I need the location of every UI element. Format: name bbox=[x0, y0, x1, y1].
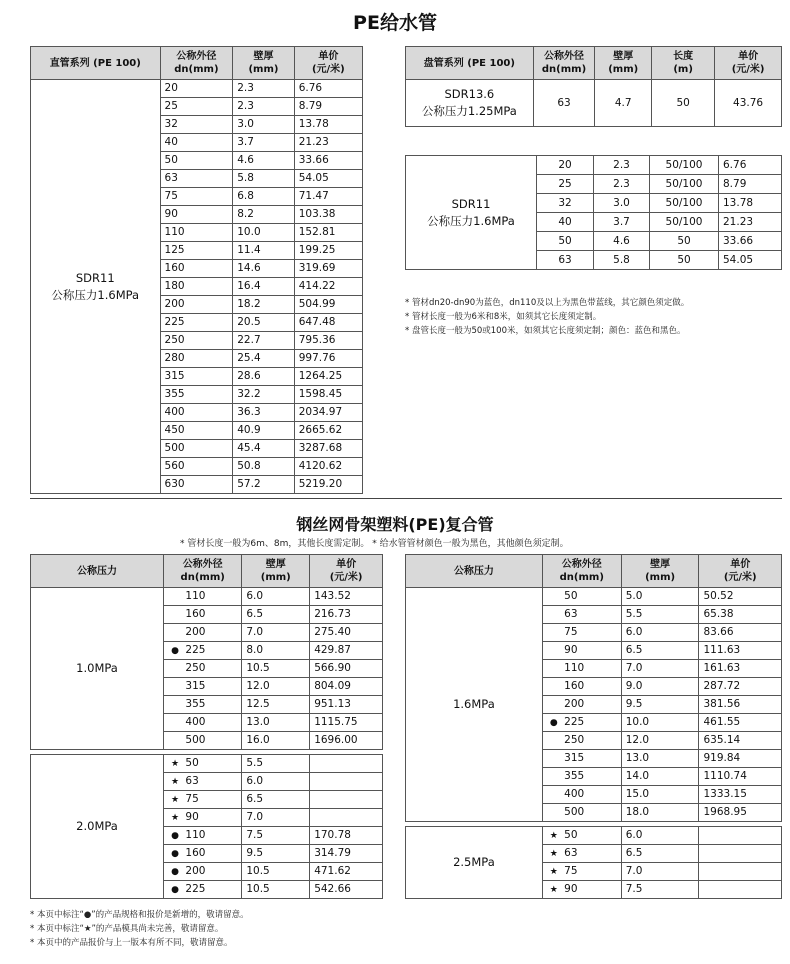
table-cell: 13.0 bbox=[242, 714, 310, 732]
table-cell: 50/100 bbox=[650, 194, 719, 213]
table-cell: 355 bbox=[160, 386, 233, 404]
table-cell: 1110.74 bbox=[699, 768, 782, 786]
table-cell: 160 bbox=[160, 260, 233, 278]
table-cell: 795.36 bbox=[294, 332, 362, 350]
straight-pipe-table bbox=[30, 46, 363, 494]
table-cell: 180 bbox=[160, 278, 233, 296]
column-header: 壁厚 (mm) bbox=[233, 47, 294, 80]
table-cell: 13.78 bbox=[719, 194, 782, 213]
table-cell bbox=[699, 827, 782, 845]
new-spec-marker: ● bbox=[171, 830, 179, 841]
table-cell: 9.5 bbox=[242, 845, 310, 863]
table-cell: 6.5 bbox=[242, 791, 310, 809]
table-cell: 110 bbox=[160, 224, 233, 242]
table-cell: 21.23 bbox=[719, 213, 782, 232]
dn-cell: 250 bbox=[542, 732, 621, 750]
mold-pending-marker: ★ bbox=[549, 830, 558, 841]
table-cell: 103.38 bbox=[294, 206, 362, 224]
steel-mesh-table-right bbox=[405, 554, 782, 899]
table-cell: 471.62 bbox=[310, 863, 383, 881]
table-cell: 3.7 bbox=[233, 134, 294, 152]
table-cell: 50.8 bbox=[233, 458, 294, 476]
table-cell: 951.13 bbox=[310, 696, 383, 714]
dn-cell: ● 110 bbox=[164, 827, 242, 845]
table-cell: 8.79 bbox=[719, 175, 782, 194]
table-cell: 275.40 bbox=[310, 624, 383, 642]
table-cell: 71.47 bbox=[294, 188, 362, 206]
table-cell: 997.76 bbox=[294, 350, 362, 368]
dn-cell: 50 bbox=[542, 588, 621, 606]
note-line: * 盘管长度一般为50或100米，如须其它长度须定制；颜色：蓝色和黑色。 bbox=[405, 326, 686, 336]
table-row bbox=[31, 755, 383, 773]
column-header: 直管系列 (PE 100) bbox=[31, 47, 161, 80]
header-row bbox=[406, 555, 782, 588]
dn-cell: 75 bbox=[542, 624, 621, 642]
dn-cell: 90 bbox=[542, 642, 621, 660]
table-cell: 6.5 bbox=[621, 845, 699, 863]
table-cell: 40 bbox=[160, 134, 233, 152]
table-cell: 50/100 bbox=[650, 175, 719, 194]
dn-cell: 500 bbox=[164, 732, 242, 750]
table-cell: 225 bbox=[160, 314, 233, 332]
dn-cell: 110 bbox=[164, 588, 242, 606]
table-cell: 54.05 bbox=[719, 251, 782, 270]
table-cell: 2.3 bbox=[594, 175, 650, 194]
table-cell: 83.66 bbox=[699, 624, 782, 642]
table-row bbox=[31, 588, 383, 606]
table-cell: 3.0 bbox=[233, 116, 294, 134]
table-cell: 2.3 bbox=[233, 80, 294, 98]
table-cell: 1968.95 bbox=[699, 804, 782, 822]
table-cell: 6.0 bbox=[242, 588, 310, 606]
table-cell bbox=[699, 845, 782, 863]
header-row bbox=[31, 555, 383, 588]
table-cell: 12.0 bbox=[621, 732, 699, 750]
table-cell: 7.5 bbox=[242, 827, 310, 845]
table-cell: 2665.62 bbox=[294, 422, 362, 440]
note-line: * 管材dn20-dn90为蓝色，dn110及以上为黑色带蓝线，其它颜色须定做。 bbox=[405, 298, 690, 308]
table-cell: 5.8 bbox=[594, 251, 650, 270]
note-line: * 管材长度一般为6米和8米，如须其它长度须定制。 bbox=[405, 312, 602, 322]
column-header: 长度 (m) bbox=[652, 47, 715, 80]
table-cell: 6.76 bbox=[719, 156, 782, 175]
mold-pending-marker: ★ bbox=[171, 776, 180, 787]
table-cell: 9.5 bbox=[621, 696, 699, 714]
mold-pending-marker: ★ bbox=[171, 794, 180, 805]
table-cell: 6.76 bbox=[294, 80, 362, 98]
dn-cell: ● 225 bbox=[542, 714, 621, 732]
table-cell: 319.69 bbox=[294, 260, 362, 278]
dn-cell: 315 bbox=[542, 750, 621, 768]
table-cell: 314.79 bbox=[310, 845, 383, 863]
table-row bbox=[406, 80, 782, 127]
dn-cell: 355 bbox=[542, 768, 621, 786]
table-cell: 6.8 bbox=[233, 188, 294, 206]
table-cell: 500 bbox=[160, 440, 233, 458]
table-cell bbox=[699, 863, 782, 881]
table-cell: 1696.00 bbox=[310, 732, 383, 750]
table-cell: 5.5 bbox=[242, 755, 310, 773]
dn-cell: ● 160 bbox=[164, 845, 242, 863]
column-header: 单价 (元/米) bbox=[699, 555, 782, 588]
table-cell: 4120.62 bbox=[294, 458, 362, 476]
table-cell: 11.4 bbox=[233, 242, 294, 260]
table-cell: 6.5 bbox=[242, 606, 310, 624]
table-cell: 10.5 bbox=[242, 863, 310, 881]
table-cell: 414.22 bbox=[294, 278, 362, 296]
steel-mesh-subnotes: * 管材长度一般为6m、8m，其他长度需定制。 * 给水管管材颜色一般为黑色，其他颜色须定制。 bbox=[180, 539, 569, 549]
dn-cell: ★ 63 bbox=[164, 773, 242, 791]
column-header: 壁厚 (mm) bbox=[621, 555, 699, 588]
pressure-group-cell: 2.0MPa bbox=[31, 755, 164, 899]
table-cell: 4.6 bbox=[233, 152, 294, 170]
table-cell: 1115.75 bbox=[310, 714, 383, 732]
table-cell: 45.4 bbox=[233, 440, 294, 458]
dn-cell: 400 bbox=[164, 714, 242, 732]
table-cell: 216.73 bbox=[310, 606, 383, 624]
table-cell: 804.09 bbox=[310, 678, 383, 696]
table-cell: 200 bbox=[160, 296, 233, 314]
table-cell: 20 bbox=[160, 80, 233, 98]
column-header: 壁厚 (mm) bbox=[242, 555, 310, 588]
table-cell: 280 bbox=[160, 350, 233, 368]
dn-cell: ● 200 bbox=[164, 863, 242, 881]
table-cell: 32.2 bbox=[233, 386, 294, 404]
table-cell: 40.9 bbox=[233, 422, 294, 440]
table-cell: 57.2 bbox=[233, 476, 294, 494]
table-cell: 63 bbox=[537, 251, 594, 270]
table-cell: 3.0 bbox=[594, 194, 650, 213]
table-cell: 199.25 bbox=[294, 242, 362, 260]
table-cell: 2.3 bbox=[594, 156, 650, 175]
coil-pipe-table-sdr11 bbox=[405, 155, 782, 270]
table-cell: 630 bbox=[160, 476, 233, 494]
table-cell: 161.63 bbox=[699, 660, 782, 678]
section-title-steel-mesh-pipe: 钢丝网骨架塑料(PE)复合管 bbox=[296, 515, 494, 534]
table-cell: 8.79 bbox=[294, 98, 362, 116]
table-cell: 461.55 bbox=[699, 714, 782, 732]
table-cell bbox=[310, 809, 383, 827]
coil-pipe-table-sdr13-6 bbox=[405, 46, 782, 127]
column-header: 单价 (元/米) bbox=[310, 555, 383, 588]
dn-cell: ★ 90 bbox=[164, 809, 242, 827]
dn-cell: ★ 50 bbox=[542, 827, 621, 845]
table-cell: 250 bbox=[160, 332, 233, 350]
table-cell: 400 bbox=[160, 404, 233, 422]
table-cell: 450 bbox=[160, 422, 233, 440]
column-header: 公称外径 dn(mm) bbox=[160, 47, 233, 80]
table-cell: 111.63 bbox=[699, 642, 782, 660]
table-cell: 10.0 bbox=[621, 714, 699, 732]
table-row bbox=[406, 156, 782, 175]
table-cell: 4.6 bbox=[594, 232, 650, 251]
table-cell: 152.81 bbox=[294, 224, 362, 242]
table-cell: 13.0 bbox=[621, 750, 699, 768]
table-cell: 63 bbox=[160, 170, 233, 188]
table-cell: 429.87 bbox=[310, 642, 383, 660]
dn-cell: ★ 63 bbox=[542, 845, 621, 863]
table-cell bbox=[310, 791, 383, 809]
table-cell: 504.99 bbox=[294, 296, 362, 314]
table-cell: 10.0 bbox=[233, 224, 294, 242]
pressure-group-cell: 2.5MPa bbox=[406, 827, 543, 899]
table-cell: 381.56 bbox=[699, 696, 782, 714]
table-cell: 2034.97 bbox=[294, 404, 362, 422]
table-row bbox=[406, 827, 782, 845]
table-cell: 542.66 bbox=[310, 881, 383, 899]
table-cell: 13.78 bbox=[294, 116, 362, 134]
mold-pending-marker: ★ bbox=[549, 884, 558, 895]
table-cell bbox=[699, 881, 782, 899]
table-cell: 647.48 bbox=[294, 314, 362, 332]
pressure-group-cell: 1.0MPa bbox=[31, 588, 164, 750]
table-cell: 6.0 bbox=[621, 624, 699, 642]
table-cell: 25 bbox=[537, 175, 594, 194]
steel-mesh-table-left bbox=[30, 554, 383, 899]
table-cell: 9.0 bbox=[621, 678, 699, 696]
table-cell: 54.05 bbox=[294, 170, 362, 188]
table-cell: 560 bbox=[160, 458, 233, 476]
table-cell: 6.5 bbox=[621, 642, 699, 660]
table-cell: 33.66 bbox=[719, 232, 782, 251]
column-header: 盘管系列 (PE 100) bbox=[406, 47, 534, 80]
column-header: 公称压力 bbox=[31, 555, 164, 588]
table-cell: 3.7 bbox=[594, 213, 650, 232]
table-row bbox=[406, 588, 782, 606]
table-cell: 16.4 bbox=[233, 278, 294, 296]
table-cell: 12.0 bbox=[242, 678, 310, 696]
new-spec-marker: ● bbox=[171, 848, 179, 859]
table-cell: 10.5 bbox=[242, 881, 310, 899]
footnote-line: * 本页中标注“●”的产品规格和报价是新增的，敬请留意。 bbox=[30, 910, 249, 920]
table-cell: 1264.25 bbox=[294, 368, 362, 386]
table-cell: 7.0 bbox=[621, 863, 699, 881]
column-header: 公称外径 dn(mm) bbox=[542, 555, 621, 588]
dn-cell: ★ 75 bbox=[542, 863, 621, 881]
table-cell: 12.5 bbox=[242, 696, 310, 714]
mold-pending-marker: ★ bbox=[549, 866, 558, 877]
table-cell: 143.52 bbox=[310, 588, 383, 606]
table-cell: 20 bbox=[537, 156, 594, 175]
table-cell: 50 bbox=[650, 251, 719, 270]
table-cell: 50 bbox=[537, 232, 594, 251]
dn-cell: ★ 50 bbox=[164, 755, 242, 773]
table-cell: 14.0 bbox=[621, 768, 699, 786]
footnote-line: * 本页中标注“★”的产品模具尚未完善，敬请留意。 bbox=[30, 924, 224, 934]
table-cell: 33.66 bbox=[294, 152, 362, 170]
dn-cell: 250 bbox=[164, 660, 242, 678]
table-cell: 125 bbox=[160, 242, 233, 260]
table-cell: 36.3 bbox=[233, 404, 294, 422]
table-cell bbox=[310, 773, 383, 791]
table-cell: 75 bbox=[160, 188, 233, 206]
table-cell: 18.2 bbox=[233, 296, 294, 314]
table-cell: 8.2 bbox=[233, 206, 294, 224]
table-cell: 1598.45 bbox=[294, 386, 362, 404]
dn-cell: ● 225 bbox=[164, 642, 242, 660]
table-cell: 6.0 bbox=[621, 827, 699, 845]
table-cell: 170.78 bbox=[310, 827, 383, 845]
table-cell: 7.0 bbox=[242, 809, 310, 827]
table-cell: 90 bbox=[160, 206, 233, 224]
table-cell: 20.5 bbox=[233, 314, 294, 332]
table-cell: 15.0 bbox=[621, 786, 699, 804]
table-cell: 32 bbox=[537, 194, 594, 213]
dn-cell: 315 bbox=[164, 678, 242, 696]
section-title-pe-water-pipe: PE给水管 bbox=[353, 12, 437, 34]
table-cell: 315 bbox=[160, 368, 233, 386]
dn-cell: 400 bbox=[542, 786, 621, 804]
table-cell: 21.23 bbox=[294, 134, 362, 152]
dn-cell: 160 bbox=[164, 606, 242, 624]
dn-cell: ★ 75 bbox=[164, 791, 242, 809]
table-cell: 28.6 bbox=[233, 368, 294, 386]
column-header: 公称外径 dn(mm) bbox=[164, 555, 242, 588]
table-cell: 50 bbox=[650, 232, 719, 251]
table-cell: 63 bbox=[533, 80, 595, 127]
table-cell: 4.7 bbox=[595, 80, 652, 127]
table-cell: 25 bbox=[160, 98, 233, 116]
section-divider bbox=[30, 498, 782, 499]
table-cell: 1333.15 bbox=[699, 786, 782, 804]
table-cell: 287.72 bbox=[699, 678, 782, 696]
mold-pending-marker: ★ bbox=[171, 812, 180, 823]
dn-cell: 200 bbox=[542, 696, 621, 714]
pressure-group-cell: 1.6MPa bbox=[406, 588, 543, 822]
column-header: 单价 (元/米) bbox=[715, 47, 782, 80]
header-row bbox=[406, 47, 782, 80]
table-cell: 32 bbox=[160, 116, 233, 134]
pe-pipe-notes bbox=[405, 296, 689, 338]
table-cell: 65.38 bbox=[699, 606, 782, 624]
table-cell: 635.14 bbox=[699, 732, 782, 750]
table-cell bbox=[310, 755, 383, 773]
table-cell: 50/100 bbox=[650, 156, 719, 175]
table-cell: 5.0 bbox=[621, 588, 699, 606]
dn-cell: 110 bbox=[542, 660, 621, 678]
footnotes bbox=[30, 908, 249, 950]
header-row bbox=[31, 47, 363, 80]
table-cell: 5.8 bbox=[233, 170, 294, 188]
dn-cell: 355 bbox=[164, 696, 242, 714]
table-cell: 25.4 bbox=[233, 350, 294, 368]
table-cell: 50.52 bbox=[699, 588, 782, 606]
new-spec-marker: ● bbox=[171, 884, 179, 895]
dn-cell: 200 bbox=[164, 624, 242, 642]
table-cell: 5219.20 bbox=[294, 476, 362, 494]
pressure-group-cell: SDR11 公称压力1.6MPa bbox=[31, 80, 161, 494]
table-cell: 566.90 bbox=[310, 660, 383, 678]
column-header: 壁厚 (mm) bbox=[595, 47, 652, 80]
column-header: 公称压力 bbox=[406, 555, 543, 588]
new-spec-marker: ● bbox=[171, 645, 179, 656]
table-cell: 8.0 bbox=[242, 642, 310, 660]
table-cell: 10.5 bbox=[242, 660, 310, 678]
table-cell: 6.0 bbox=[242, 773, 310, 791]
table-cell: 50 bbox=[652, 80, 715, 127]
pressure-group-cell: SDR11 公称压力1.6MPa bbox=[406, 156, 537, 270]
dn-cell: ★ 90 bbox=[542, 881, 621, 899]
table-cell: 22.7 bbox=[233, 332, 294, 350]
table-cell: 50/100 bbox=[650, 213, 719, 232]
table-cell: 16.0 bbox=[242, 732, 310, 750]
column-header: 单价 (元/米) bbox=[294, 47, 362, 80]
table-cell: 2.3 bbox=[233, 98, 294, 116]
table-cell: 7.0 bbox=[242, 624, 310, 642]
dn-cell: 63 bbox=[542, 606, 621, 624]
dn-cell: ● 225 bbox=[164, 881, 242, 899]
footnote-line: * 本页中的产品报价与上一版本有所不同，敬请留意。 bbox=[30, 938, 233, 948]
pressure-group-cell: SDR13.6 公称压力1.25MPa bbox=[406, 80, 534, 127]
table-cell: 7.0 bbox=[621, 660, 699, 678]
table-cell: 40 bbox=[537, 213, 594, 232]
table-cell: 18.0 bbox=[621, 804, 699, 822]
table-cell: 7.5 bbox=[621, 881, 699, 899]
mold-pending-marker: ★ bbox=[171, 758, 180, 769]
new-spec-marker: ● bbox=[549, 717, 558, 728]
table-cell: 5.5 bbox=[621, 606, 699, 624]
new-spec-marker: ● bbox=[171, 866, 179, 877]
table-cell: 50 bbox=[160, 152, 233, 170]
column-header: 公称外径 dn(mm) bbox=[533, 47, 595, 80]
mold-pending-marker: ★ bbox=[549, 848, 558, 859]
dn-cell: 160 bbox=[542, 678, 621, 696]
table-cell: 43.76 bbox=[715, 80, 782, 127]
dn-cell: 500 bbox=[542, 804, 621, 822]
table-cell: 3287.68 bbox=[294, 440, 362, 458]
table-cell: 14.6 bbox=[233, 260, 294, 278]
table-row bbox=[31, 80, 363, 98]
table-cell: 919.84 bbox=[699, 750, 782, 768]
